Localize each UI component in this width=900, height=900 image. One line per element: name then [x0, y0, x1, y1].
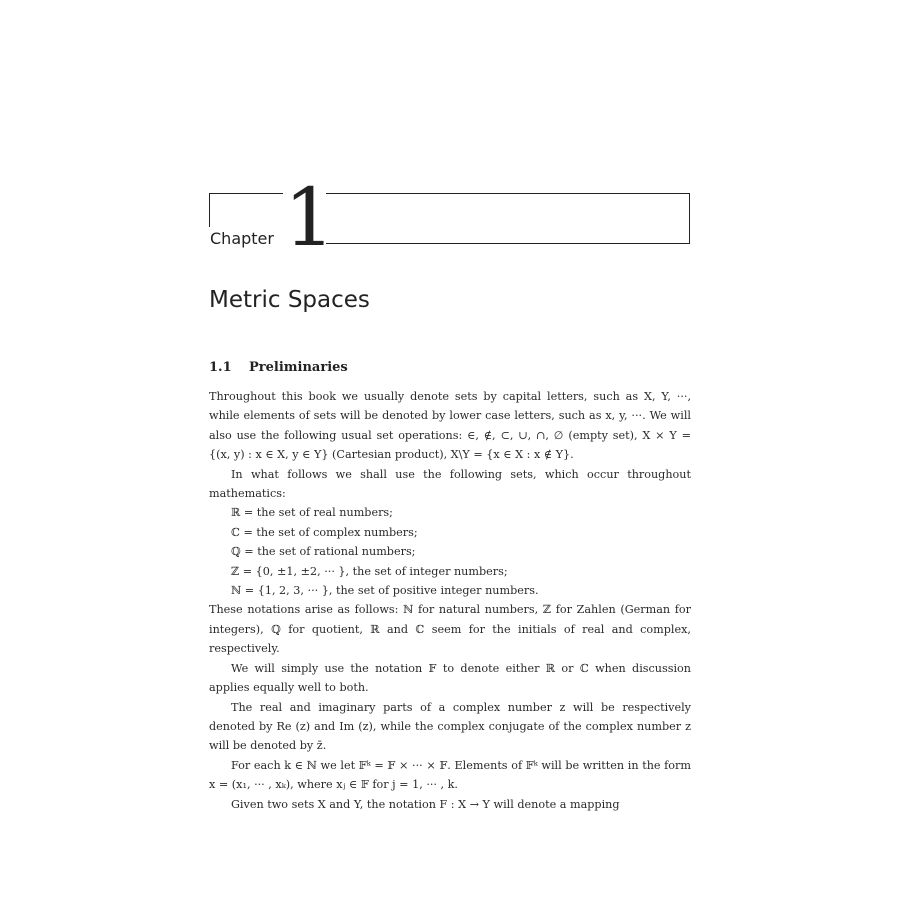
- paragraph-complex-parts: The real and imaginary parts of a complex number z will be respectively denoted by Re (z) and Im (z), while the complex conjugate of the complex number z will be denoted by z̄.: [209, 700, 691, 753]
- paragraph-field-notation: We will simply use the notation 𝔽 to denote either ℝ or ℂ when discussion applies equally well to both.: [209, 661, 691, 695]
- body-text: [209, 387, 691, 814]
- chapter-frame: [326, 193, 690, 244]
- list-item-complex: ℂ = the set of complex numbers;: [231, 525, 418, 539]
- paragraph-sets-intro: In what follows we shall use the following sets, which occur throughout mathematics:: [209, 467, 691, 501]
- paragraph-set-notation: Throughout this book we usually denote sets by capital letters, such as X, Y, ···, while elements of sets will be denoted by lower case letters, such as x, y, ···. We will also use the following usual set operations: ∈, ∉, ⊂, ∪, ∩, ∅ (empty set), X × Y = {(x, y) : x ∈ X, y ∈ Y} (Cartesian product), X\Y = {x ∈ X : x ∉ Y}.: [209, 390, 691, 462]
- list-item-reals: ℝ = the set of real numbers;: [231, 506, 393, 520]
- list-item-rationals: ℚ = the set of rational numbers;: [231, 545, 416, 559]
- list-item-integers: ℤ = {0, ±1, ±2, ··· }, the set of integer numbers;: [231, 564, 508, 578]
- paragraph-mapping: Given two sets X and Y, the notation F : X → Y will denote a mapping: [231, 797, 620, 811]
- chapter-rule-left: [209, 193, 210, 227]
- chapter-label: Chapter: [210, 229, 274, 248]
- list-item-naturals: ℕ = {1, 2, 3, ··· }, the set of positive integer numbers.: [231, 584, 539, 598]
- chapter-number: 1: [284, 171, 335, 264]
- paragraph-notation-origins: These notations arise as follows: ℕ for natural numbers, ℤ for Zahlen (German for integers), ℚ for quotient, ℝ and ℂ seem for the initials of real and complex, respectively.: [209, 603, 691, 656]
- paragraph-vector-space: For each k ∈ ℕ we let 𝔽ᵏ = 𝔽 × ··· × 𝔽. Elements of 𝔽ᵏ will be written in the form x = (x₁, ··· , xₖ), where xⱼ ∈ 𝔽 for j = 1, ··· , k.: [209, 758, 691, 792]
- section-number: 1.1: [209, 360, 232, 375]
- section-title: Preliminaries: [249, 360, 348, 375]
- chapter-title: Metric Spaces: [209, 287, 370, 313]
- chapter-rule-top: [209, 193, 283, 194]
- section-heading: [209, 359, 348, 377]
